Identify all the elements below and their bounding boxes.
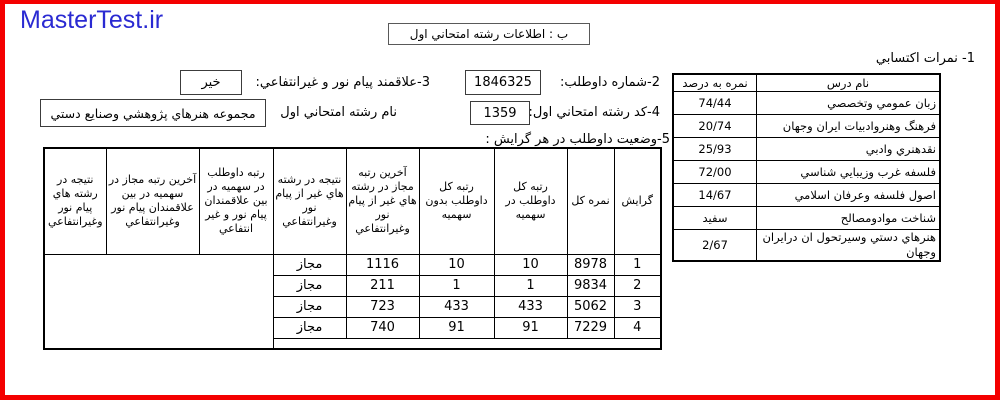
total-score: 9834 [567,275,614,296]
total-score: 7229 [567,317,614,338]
col-result-payamnoor: نتيجه در رشته هاي پيام نور وغيرانتفاعي [44,148,106,254]
rank-noquota: 91 [419,317,494,338]
course-name: فرهنگ وهنروادبيات ايران وجهان [757,115,941,138]
field-name-label: نام رشته امتحاني اول [280,105,397,120]
scores-col-percent: نمره به درصد [673,74,757,92]
site-logo[interactable]: MasterTest.ir [20,6,164,34]
rank-noquota: 10 [419,254,494,275]
rank-noquota: 1 [419,275,494,296]
scores-col-course: نام درس [757,74,941,92]
scores-heading: 1- نمرات اكتسابي [875,51,975,66]
result: مجاز [273,317,346,338]
col-total-score: نمره كل [567,148,614,254]
score-row [673,207,940,230]
course-score: 25/93 [673,138,757,161]
course-score: 14/67 [673,184,757,207]
result: مجاز [273,254,346,275]
course-name: اصول فلسفه وعرفان اسلامي [757,184,941,207]
rank-quota: 433 [494,296,567,317]
course-name: شناخت موادومصالح [757,207,941,230]
last-allowed-rank: 211 [346,275,419,296]
last-allowed-rank: 740 [346,317,419,338]
col-result-nonpayamnoor: نتيجه در رشته هاي غير از پيام نور وغيرانتفاعي [273,148,346,254]
col-last-rank-among-interested: آخرين رتبه مجاز در سهميه در بين علاقمندان پيام نور وغيرانتفاعي [106,148,199,254]
rank-quota: 91 [494,317,567,338]
section-title-box: ب : اطلاعات رشته امتحاني اول [388,23,590,45]
orientation: 3 [614,296,661,317]
score-row [673,161,940,184]
interested-payamnoor-label: 3-علاقمند پيام نور و غيرانتفاعي: [255,75,430,90]
course-score: سفيد [673,207,757,230]
field-code-value-box: 1359 [470,101,530,125]
course-name: زبان عمومي وتخصصي [757,92,941,115]
last-allowed-rank: 723 [346,296,419,317]
rank-quota: 1 [494,275,567,296]
orientation: 4 [614,317,661,338]
empty-payamnoor-area [44,254,273,349]
status-table [43,147,662,350]
status-row [44,254,661,275]
orientation: 1 [614,254,661,275]
scores-table [672,73,941,262]
applicant-number-value-box: 1846325 [465,70,541,95]
applicant-number-label: 2-شماره داوطلب: [559,75,660,90]
course-score: 72/00 [673,161,757,184]
col-rank-among-interested: رتبه داوطلب در سهميه در بين علاقمندان پيام نور و غير انتفاعي [199,148,273,254]
result: مجاز [273,275,346,296]
col-last-allowed-rank: آخرين رتبه مجاز در رشته هاي غير از پيام نور وغيرانتفاعي [346,148,419,254]
scores-header-row [673,74,940,92]
score-row [673,230,940,262]
field-code-label: 4-كد رشته امتحاني اول: [528,105,660,120]
score-row [673,138,940,161]
course-name: نقدهنري وادبي [757,138,941,161]
course-name: هنرهاي دستي وسيرتحول ان درايران وجهان [757,230,941,262]
score-row [673,115,940,138]
col-orientation: گرايش [614,148,661,254]
score-row [673,92,940,115]
course-name: فلسفه غرب وزيبايي شناسي [757,161,941,184]
empty-strip-cell [273,338,661,349]
score-row [673,184,940,207]
total-score: 5062 [567,296,614,317]
rank-noquota: 433 [419,296,494,317]
col-rank-noquota: رتبه كل داوطلب بدون سهميه [419,148,494,254]
status-header-row [44,148,661,254]
orientation: 2 [614,275,661,296]
course-score: 74/44 [673,92,757,115]
rank-quota: 10 [494,254,567,275]
field-name-value-box: مجموعه هنرهاي پژوهشي وصنايع دستي [40,99,266,127]
last-allowed-rank: 1116 [346,254,419,275]
course-score: 20/74 [673,115,757,138]
result: مجاز [273,296,346,317]
course-score: 2/67 [673,230,757,262]
status-heading: 5-وضعيت داوطلب در هر گرايش : [485,132,670,147]
interested-payamnoor-value-box: خير [180,70,242,95]
total-score: 8978 [567,254,614,275]
col-rank-quota: رتبه كل داوطلب در سهميه [494,148,567,254]
